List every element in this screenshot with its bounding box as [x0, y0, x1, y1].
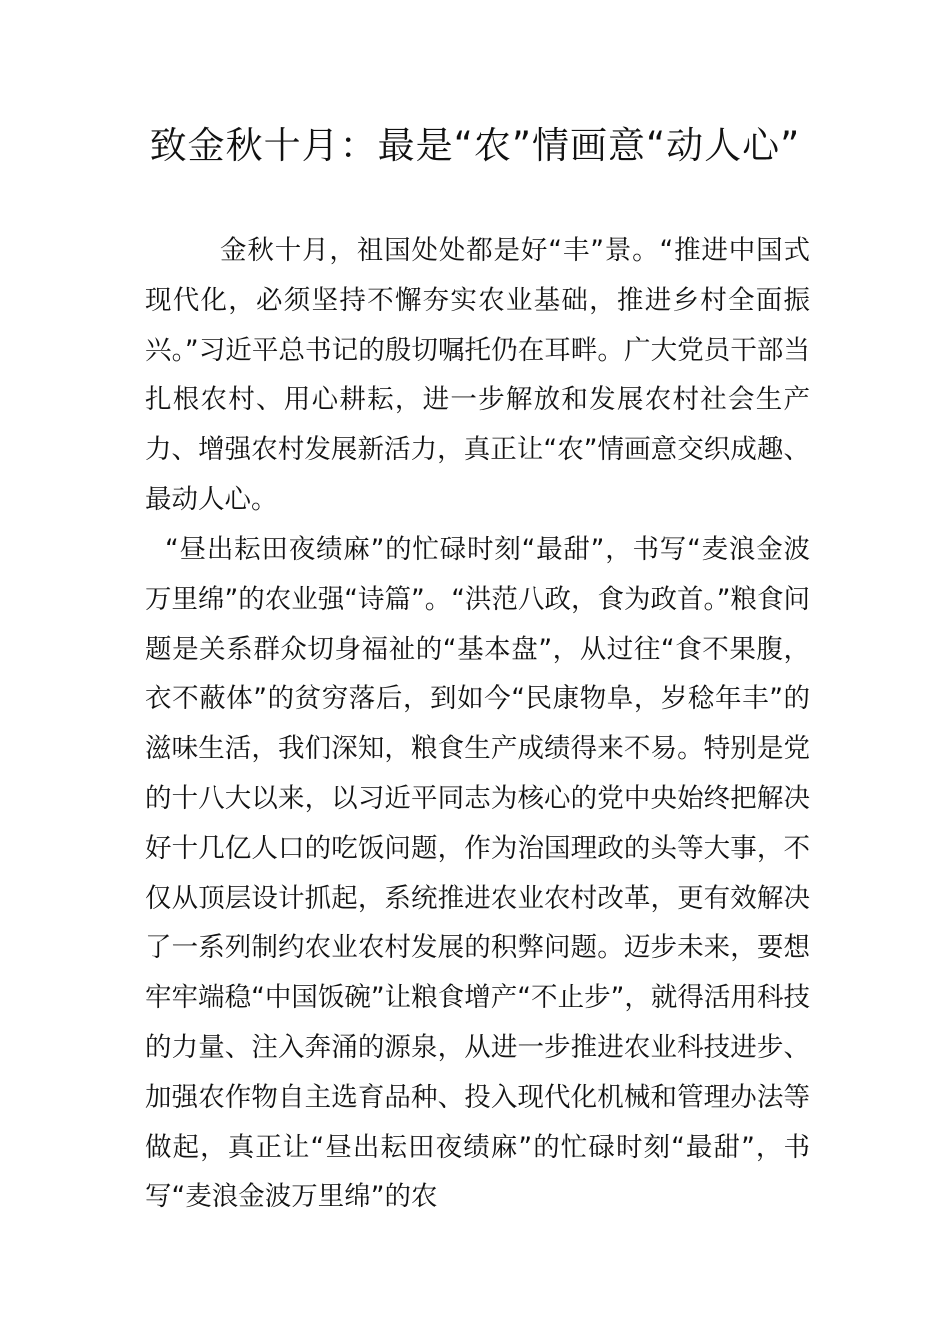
paragraph-2: “昼出耘田夜绩麻”的忙碌时刻“最甜”，书写“麦浪金波万里绵”的农业强“诗篇”。“洪范八政，食为政首。”粮食问题是关系群众切身福祉的“基本盘”，从过往“食不果腹，衣不蔽体”的贫穷落后，到如今“民康物阜，岁稔年丰”的滋味生活，我们深知，粮食生产成绩得来不易。特别是党的十八大以来，以习近平同志为核心的党中央始终把解决好十几亿人口的吃饭问题，作为治国理政的头等大事，不仅从顶层设计抓起，系统推进农业农村改革，更有效解决了一系列制约农业农村发展的积弊问题。迈步未来，要想牢牢端稳“中国饭碗”让粮食增产“不止步”，就得活用科技的力量、注入奔涌的源泉，从进一步推进农业科技进步、加强农作物自主选育品种、投入现代化机械和管理办法等做起，真正让“昼出耘田夜绩麻”的忙碌时刻“最甜”，书写“麦浪金波万里绵”的农 — [145, 534, 810, 1213]
article-title: 致金秋十月：最是“农”情画意“动人心” — [149, 124, 801, 167]
paragraph-1: 金秋十月，祖国处处都是好“丰”景。“推进中国式现代化，必须坚持不懈夯实农业基础，推进乡村全面振兴。”习近平总书记的殷切嘱托仍在耳畔。广大党员干部当扎根农村、用心耕耘，进一步解放和发展农村社会生产力、增强农村发展新活力，真正让“农”情画意交织成趣、最动人心。 — [145, 235, 810, 515]
